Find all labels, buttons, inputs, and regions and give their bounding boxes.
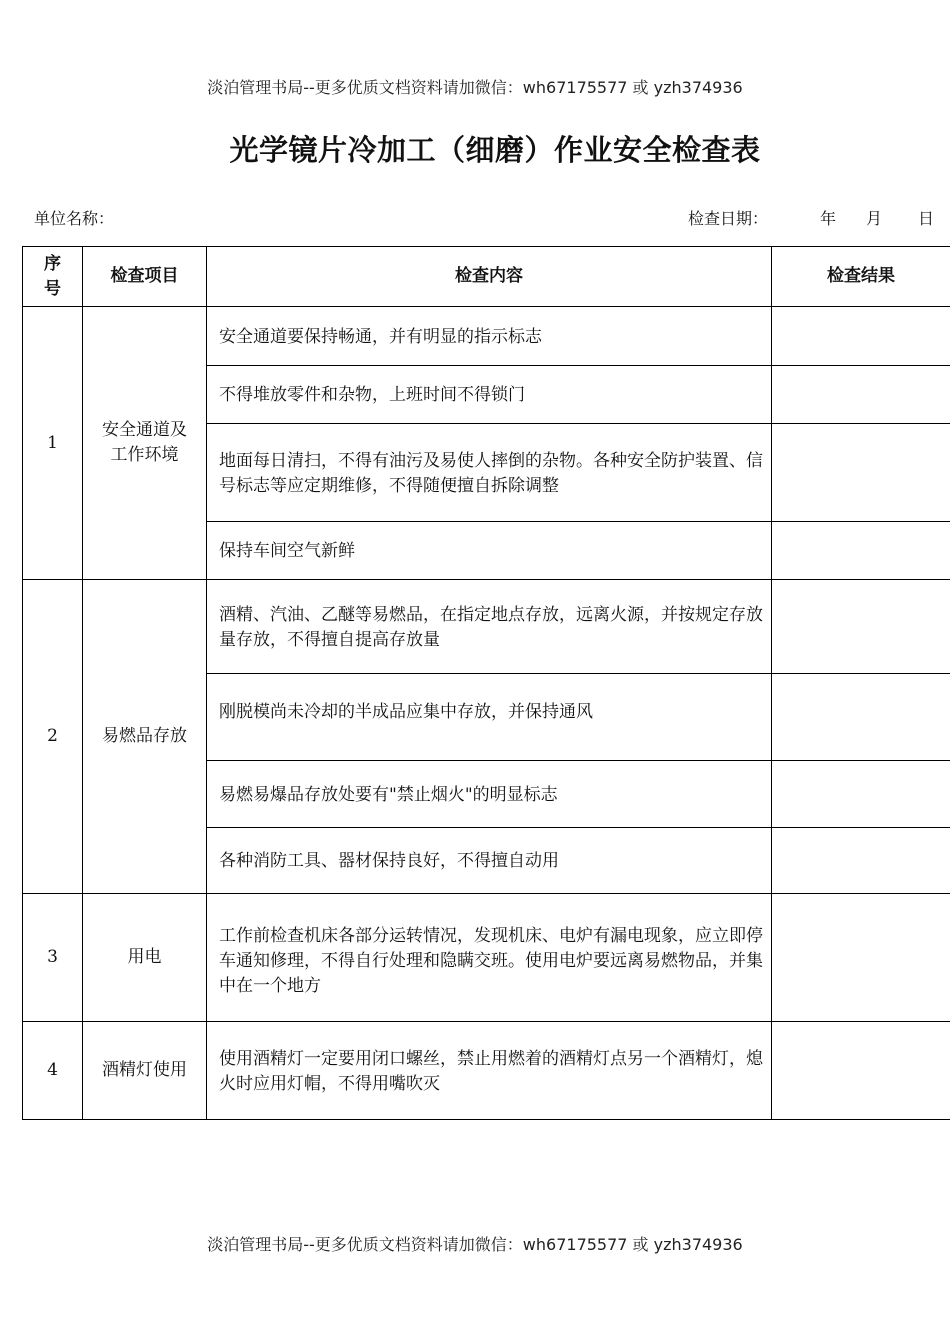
safety-checklist-table — [22, 246, 950, 1120]
group-number: 4 — [23, 1022, 83, 1120]
check-result-cell[interactable] — [772, 1022, 950, 1120]
header-note: 淡泊管理书局--更多优质文档资料请加微信：wh67175577 或 yzh374936 — [207, 78, 743, 97]
check-content: 使用酒精灯一定要用闭口螺丝，禁止用燃着的酒精灯点另一个酒精灯，熄火时应用灯帽，不得用嘴吹灭 — [207, 1022, 772, 1120]
group-item: 安全通道及 工作环境 — [83, 307, 207, 580]
check-result-cell[interactable] — [772, 424, 950, 522]
header-content: 检查内容 — [207, 247, 772, 307]
check-result-cell[interactable] — [772, 674, 950, 761]
table-row — [23, 894, 950, 1022]
header-row — [23, 247, 950, 307]
header-result: 检查结果 — [772, 247, 950, 307]
date-day: 日 — [918, 209, 935, 228]
unit-name-label: 单位名称： — [34, 209, 115, 228]
page-title: 光学镜片冷加工（细磨）作业安全检查表 — [229, 133, 761, 167]
check-result-cell[interactable] — [772, 307, 950, 366]
check-result-cell[interactable] — [772, 761, 950, 828]
check-result-cell[interactable] — [772, 894, 950, 1022]
check-result-cell[interactable] — [772, 366, 950, 424]
check-content: 各种消防工具、器材保持良好，不得擅自动用 — [207, 828, 772, 894]
date-year: 年 — [820, 209, 837, 228]
check-content: 工作前检查机床各部分运转情况，发现机床、电炉有漏电现象，应立即停车通知修理，不得自行处理和隐瞒交班。使用电炉要远离易燃物品，并集中在一个地方 — [207, 894, 772, 1022]
check-content: 刚脱模尚未冷却的半成品应集中存放，并保持通风 — [207, 674, 772, 761]
group-item: 易燃品存放 — [83, 580, 207, 894]
check-content: 安全通道要保持畅通，并有明显的指示标志 — [207, 307, 772, 366]
date-label: 检查日期： — [688, 209, 769, 228]
date-month: 月 — [866, 209, 883, 228]
group-number: 3 — [23, 894, 83, 1022]
group-number: 1 — [23, 307, 83, 580]
table-row — [23, 307, 950, 366]
table-row — [23, 580, 950, 674]
group-number: 2 — [23, 580, 83, 894]
inspection-date — [688, 206, 934, 229]
check-result-cell[interactable] — [772, 580, 950, 674]
header-item: 检查项目 — [83, 247, 207, 307]
header-no: 序 号 — [23, 247, 83, 307]
check-result-cell[interactable] — [772, 522, 950, 580]
check-content: 酒精、汽油、乙醚等易燃品，在指定地点存放，远离火源，并按规定存放量存放，不得擅自提高存放量 — [207, 580, 772, 674]
group-item: 酒精灯使用 — [83, 1022, 207, 1120]
check-content: 不得堆放零件和杂物，上班时间不得锁门 — [207, 366, 772, 424]
group-item: 用电 — [83, 894, 207, 1022]
check-content: 保持车间空气新鲜 — [207, 522, 772, 580]
footer-note: 淡泊管理书局--更多优质文档资料请加微信：wh67175577 或 yzh374936 — [207, 1235, 743, 1254]
check-content: 易燃易爆品存放处要有"禁止烟火"的明显标志 — [207, 761, 772, 828]
check-result-cell[interactable] — [772, 828, 950, 894]
check-content: 地面每日清扫，不得有油污及易使人摔倒的杂物。各种安全防护装置、信号标志等应定期维修，不得随便擅自拆除调整 — [207, 424, 772, 522]
table-row — [23, 1022, 950, 1120]
